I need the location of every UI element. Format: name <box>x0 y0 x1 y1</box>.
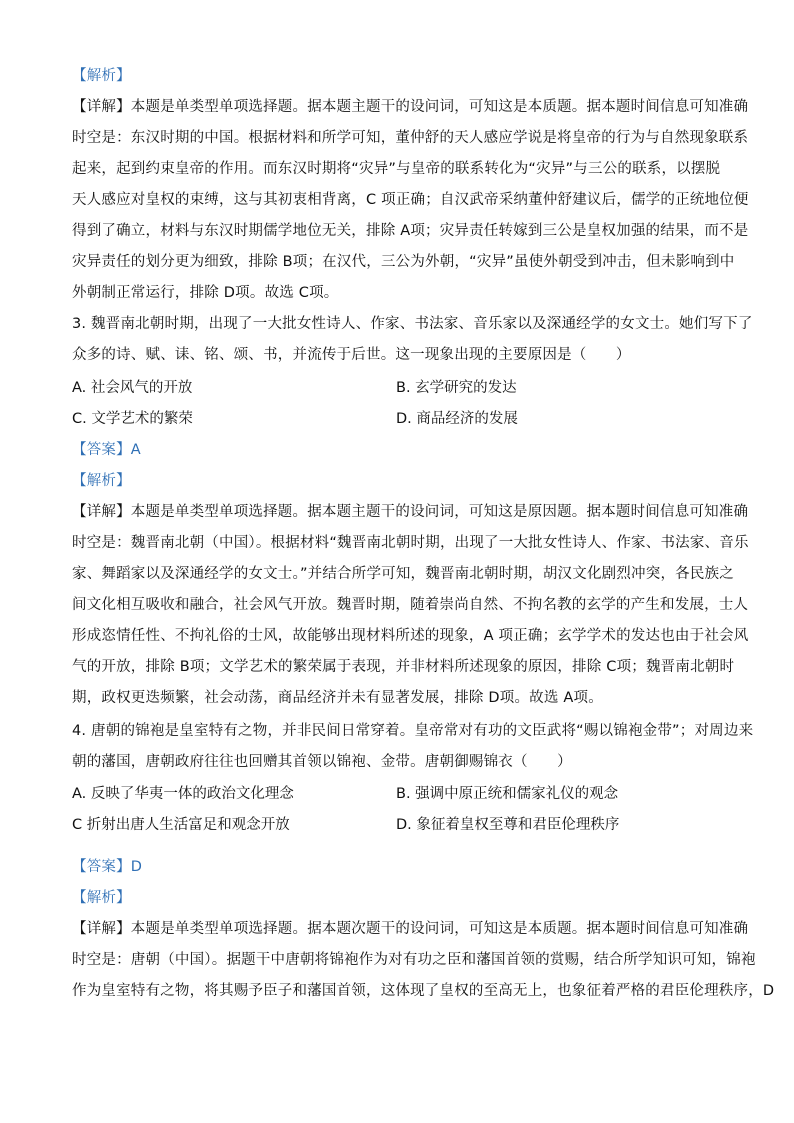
answer-label: 【答案】D <box>72 859 143 875</box>
analysis-line: 【详解】本题是单类型单项选择题。据本题主题干的设问词，可知这是原因题。据本题时间信息可知准确 <box>72 504 749 520</box>
analysis-heading: 【解析】 <box>72 473 131 489</box>
option-b: B. 强调中原正统和儒家礼仪的观念 <box>396 786 619 802</box>
question-stem: 朝的藩国，唐朝政府往往也回赠其首领以锦袍、金带。唐朝御赐锦衣（ ） <box>72 754 572 770</box>
analysis-line: 时空是：东汉时期的中国。根据材料和所学可知，董仲舒的天人感应学说是将皇帝的行为与自然现象联系 <box>72 130 749 146</box>
option-c: C. 文学艺术的繁荣 <box>72 411 193 427</box>
option-c: C 折射出唐人生活富足和观念开放 <box>72 817 290 833</box>
analysis-line: 形成恣情任性、不拘礼俗的士风，故能够出现材料所述的现象，A 项正确；玄学学术的发达也由于社会风 <box>72 628 749 644</box>
analysis-line: 气的开放，排除 B项；文学艺术的繁荣属于表现，并非材料所述现象的原因，排除 C项；魏晋南北朝时 <box>72 659 735 675</box>
analysis-line: 【详解】本题是单类型单项选择题。据本题次题干的设问词，可知这是本质题。据本题时间信息可知准确 <box>72 921 749 937</box>
question-stem: 众多的诗、赋、诔、铭、颂、书，并流传于后世。这一现象出现的主要原因是（ ） <box>72 347 631 363</box>
question-stem: 4. 唐朝的锦袍是皇室特有之物，并非民间日常穿着。皇帝常对有功的文臣武将“赐以锦袍金带”；对周边来 <box>72 723 754 739</box>
answer-label: 【答案】A <box>72 442 141 458</box>
option-d: D. 商品经济的发展 <box>396 411 518 427</box>
analysis-line: 家、舞蹈家以及深通经学的女文士。”并结合所学可知，魏晋南北朝时期，胡汉文化剧烈冲突，各民族之 <box>72 566 734 582</box>
analysis-line: 时空是：魏晋南北朝（中国）。根据材料“魏晋南北朝时期，出现了一大批女性诗人、作家、书法家、音乐 <box>72 535 749 551</box>
analysis-heading: 【解析】 <box>72 890 131 906</box>
analysis-line: 灾异责任的划分更为细致，排除 B项；在汉代，三公为外朝，“灾异”虽使外朝受到冲击，但未影响到中 <box>72 254 735 270</box>
analysis-line: 期，政权更迭频繁，社会动荡，商品经济并未有显著发展，排除 D项。故选 A项。 <box>72 690 603 706</box>
option-a: A. 社会风气的开放 <box>72 380 193 396</box>
option-b: B. 玄学研究的发达 <box>396 380 517 396</box>
analysis-line: 得到了确立，材料与东汉时期儒学地位无关，排除 A项；灾异责任转嫁到三公是皇权加强的结果，而不是 <box>72 223 749 239</box>
analysis-line: 【详解】本题是单类型单项选择题。据本题主题干的设问词，可知这是本质题。据本题时间信息可知准确 <box>72 99 749 115</box>
option-d: D. 象征着皇权至尊和君臣伦理秩序 <box>396 817 620 833</box>
analysis-line: 时空是：唐朝（中国）。据题干中唐朝将锦袍作为对有功之臣和藩国首领的赏赐，结合所学知识可知，锦袍 <box>72 952 756 968</box>
analysis-line: 作为皇室特有之物，将其赐予臣子和藩国首领，这体现了皇权的至高无上，也象征着严格的君臣伦理秩序，D <box>72 983 775 999</box>
analysis-line: 起来，起到约束皇帝的作用。而东汉时期将“灾异”与皇帝的联系转化为“灾异”与三公的联系，以摆脱 <box>72 161 721 177</box>
analysis-line: 外朝制正常运行，排除 D项。故选 C项。 <box>72 285 339 301</box>
option-a: A. 反映了华夷一体的政治文化理念 <box>72 786 294 802</box>
question-stem: 3. 魏晋南北朝时期，出现了一大批女性诗人、作家、书法家、音乐家以及深通经学的女文士。她们写下了 <box>72 316 753 332</box>
analysis-heading: 【解析】 <box>72 68 131 84</box>
analysis-line: 天人感应对皇权的束缚，这与其初衷相背离，C 项正确；自汉武帝采纳董仲舒建议后，儒学的正统地位便 <box>72 192 749 208</box>
analysis-line: 间文化相互吸收和融合，社会风气开放。魏晋时期，随着崇尚自然、不拘名教的玄学的产生和发展，士人 <box>72 597 749 613</box>
